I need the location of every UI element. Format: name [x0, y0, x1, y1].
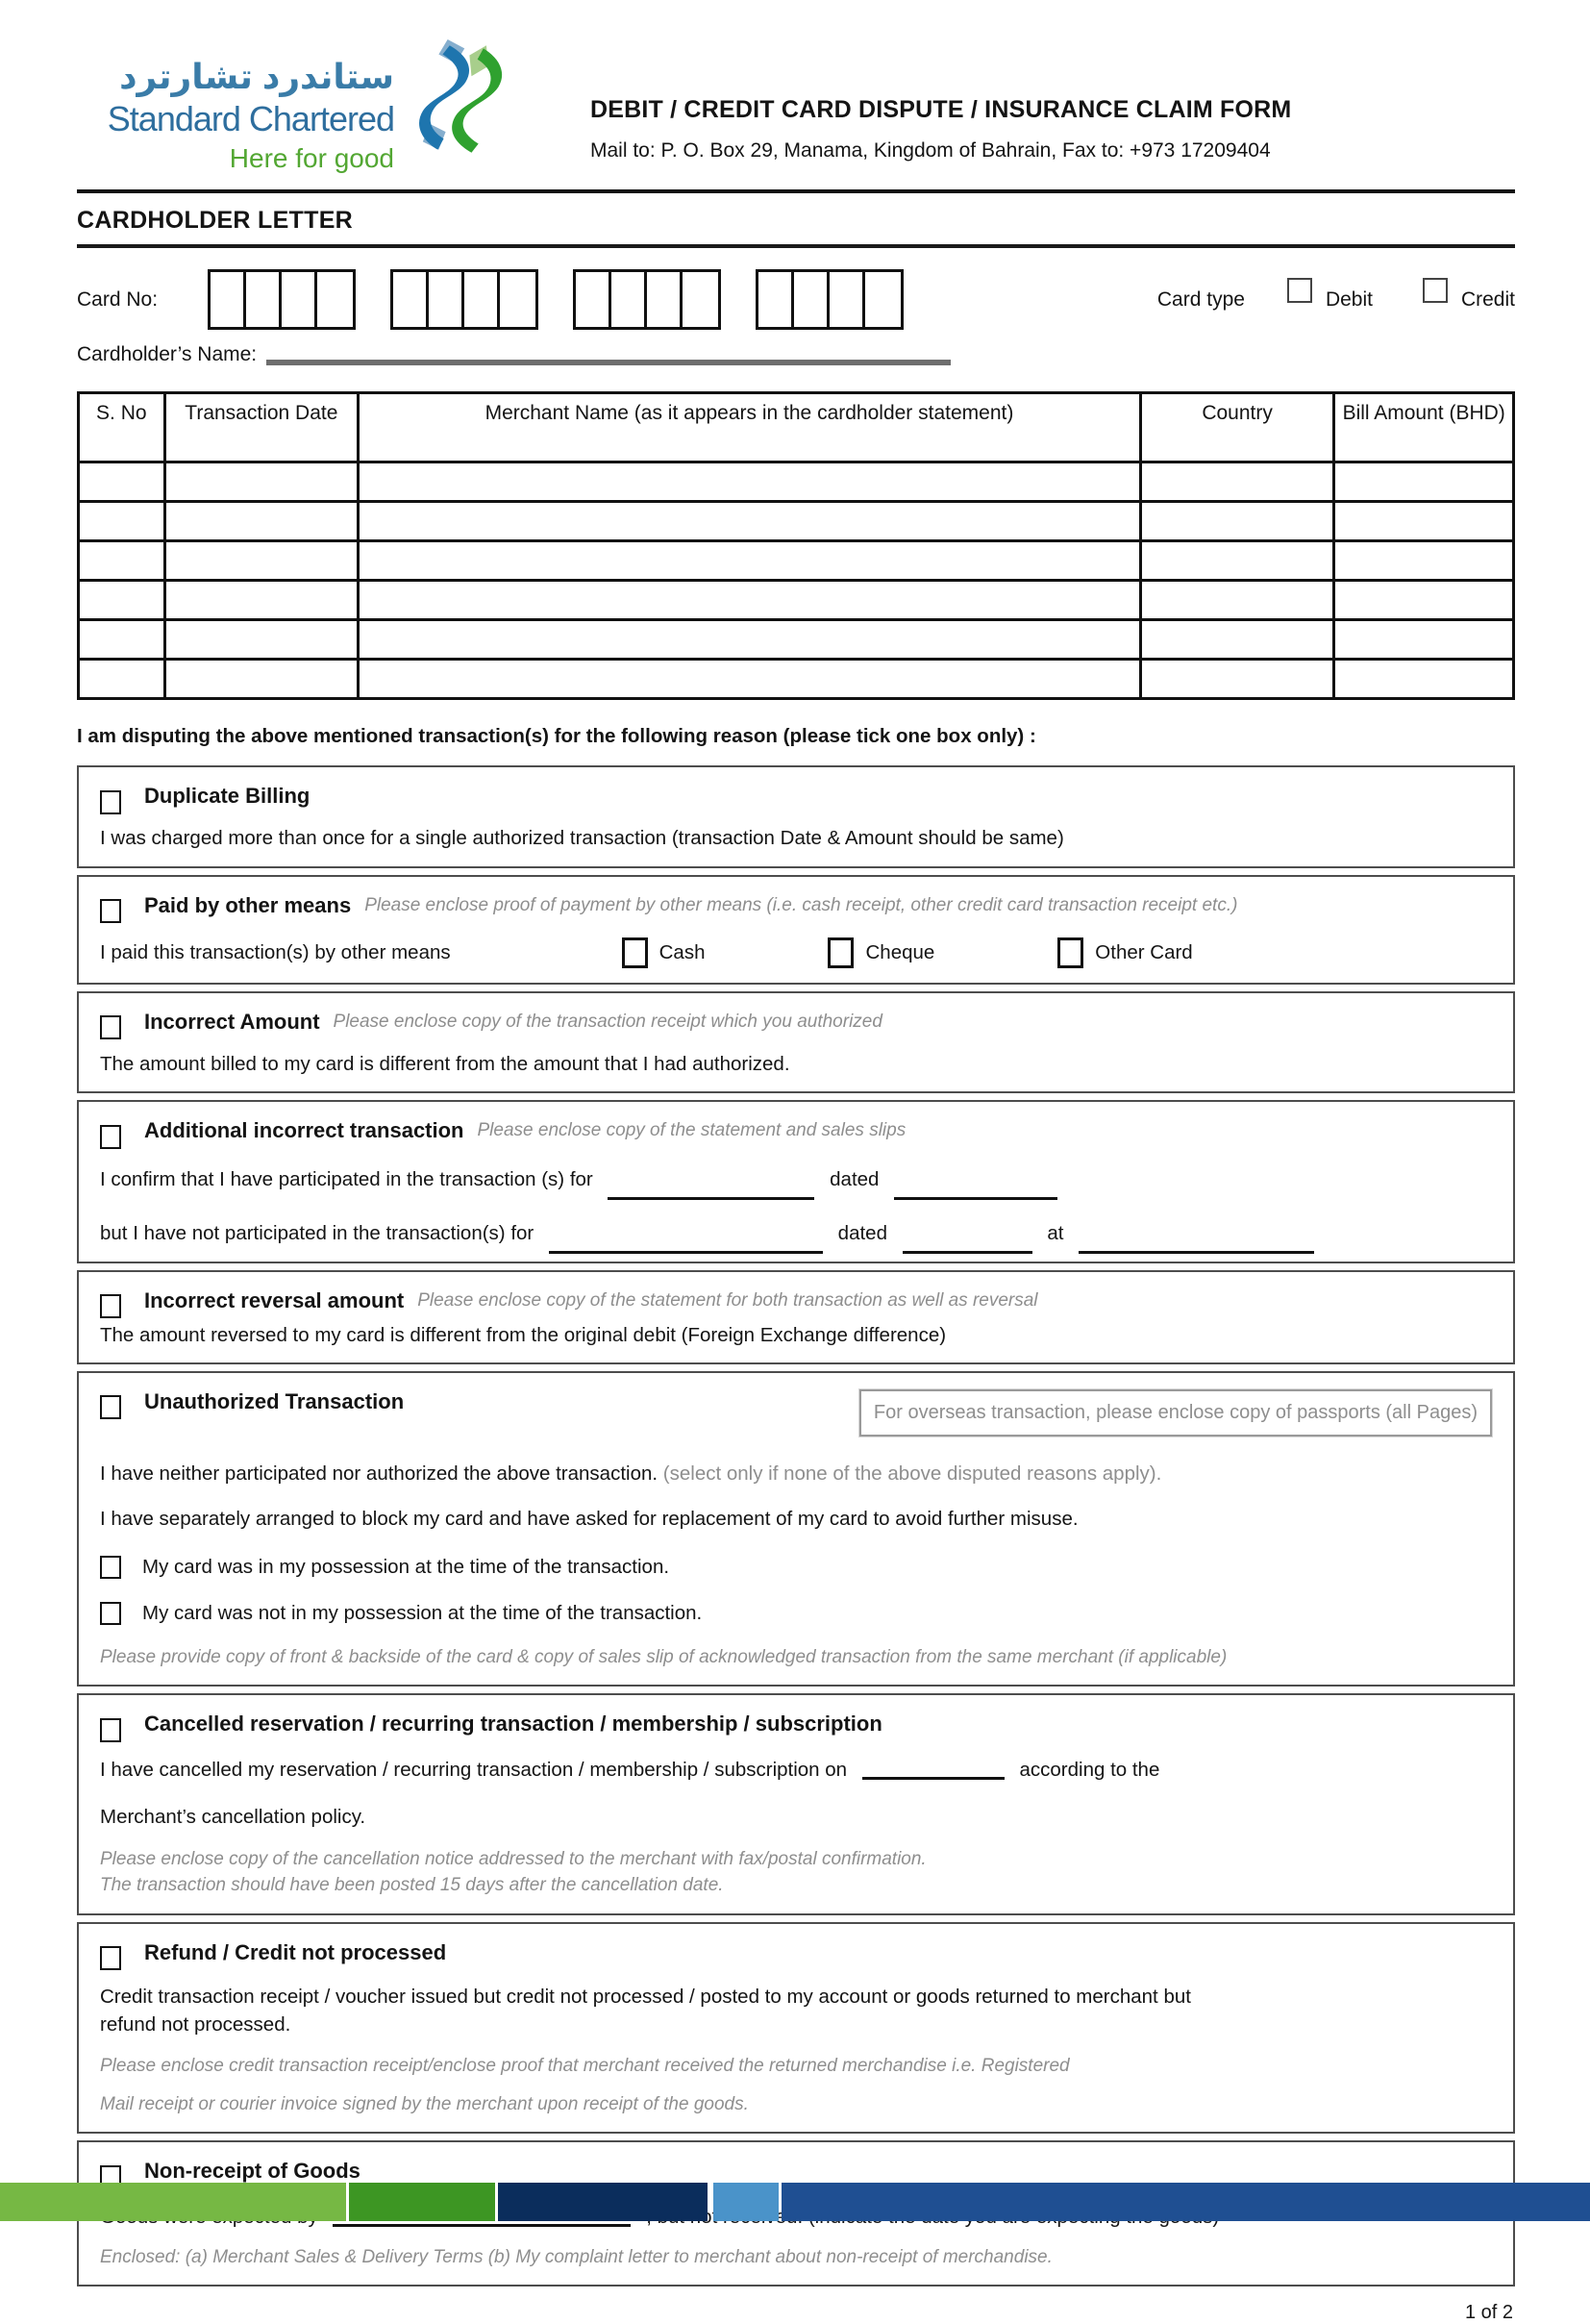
- form-title: DEBIT / CREDIT CARD DISPUTE / INSURANCE CLAIM FORM: [590, 96, 1292, 123]
- cardholder-name-input-line[interactable]: [266, 360, 951, 365]
- dated-blank[interactable]: [894, 1175, 1057, 1200]
- cell[interactable]: [79, 660, 165, 699]
- card-digit-cell[interactable]: [647, 272, 683, 327]
- table-row: [79, 581, 1514, 620]
- bar-segment-light-blue: [713, 2183, 779, 2221]
- section-divider: [77, 244, 1515, 248]
- mail-to-line: Mail to: P. O. Box 29, Manama, Kingdom of Bahrain, Fax to: +973 17209404: [590, 139, 1271, 162]
- cancelled-note1: Please enclose copy of the cancellation notice addressed to the merchant with fax/postal confirmation.: [100, 1848, 927, 1869]
- credit-checkbox[interactable]: [1423, 278, 1448, 303]
- cash-label: Cash: [658, 940, 706, 963]
- card-digit-cell[interactable]: [246, 272, 282, 327]
- line2-dated: dated: [837, 1222, 887, 1245]
- section-note: Please enclose proof of payment by other means (i.e. cash receipt, other credit card transaction receipt etc.): [364, 894, 1238, 915]
- section-title: Refund / Credit not processed: [144, 1939, 447, 1964]
- section-title: Incorrect Amount: [144, 1009, 320, 1034]
- cell[interactable]: [1334, 660, 1514, 699]
- card-in-possession-label: My card was in my possession at the time of the transaction.: [142, 1555, 670, 1578]
- cell[interactable]: [1140, 541, 1334, 581]
- card-digit-cell[interactable]: [393, 272, 429, 327]
- bar-segment-navy: [498, 2183, 708, 2221]
- cell[interactable]: [1140, 620, 1334, 660]
- cell[interactable]: [1334, 581, 1514, 620]
- table-header-row: [79, 393, 1514, 462]
- card-no-label: Card No:: [77, 287, 159, 311]
- unauthorized-body2: I have separately arranged to block my card and have asked for replacement of my card to avoid further misuse.: [100, 1508, 1079, 1531]
- section-title: Cancelled reservation / recurring transaction / membership / subscription: [144, 1712, 882, 1737]
- cell[interactable]: [164, 660, 359, 699]
- cell[interactable]: [359, 462, 1141, 502]
- refund-note1: Please enclose credit transaction receipt/enclose proof that merchant received the returned merchandise i.e. Registered: [100, 2056, 1070, 2077]
- card-number-group: [390, 269, 538, 330]
- unauthorized-body1-note: (select only if none of the above disputed reasons apply).: [662, 1462, 1162, 1486]
- section-title: Incorrect reversal amount: [144, 1287, 405, 1312]
- header-sno: S. No: [79, 393, 165, 462]
- section-incorrect-reversal-amount: [77, 1270, 1515, 1365]
- duplicate-billing-checkbox[interactable]: [100, 790, 121, 814]
- cell[interactable]: [359, 620, 1141, 660]
- cell[interactable]: [359, 581, 1141, 620]
- debit-label: Debit: [1325, 287, 1373, 311]
- additional-incorrect-checkbox[interactable]: [100, 1125, 121, 1149]
- card-in-possession-checkbox[interactable]: [100, 1556, 121, 1579]
- other-card-checkbox[interactable]: [1057, 937, 1083, 968]
- cell[interactable]: [79, 541, 165, 581]
- header-divider: [77, 189, 1515, 193]
- card-digit-cell[interactable]: [211, 272, 246, 327]
- table-row: [79, 660, 1514, 699]
- footer-brand-bar: [0, 2183, 1590, 2221]
- card-digit-cell[interactable]: [317, 272, 353, 327]
- card-digit-cell[interactable]: [683, 272, 718, 327]
- bar-segment-light-green: [0, 2183, 346, 2221]
- card-digit-cell[interactable]: [429, 272, 464, 327]
- standard-chartered-trustmark-icon: [408, 38, 508, 164]
- section-unauthorized-transaction: [77, 1371, 1515, 1687]
- at-blank[interactable]: [1079, 1229, 1314, 1254]
- cell[interactable]: [1140, 462, 1334, 502]
- refund-checkbox[interactable]: [100, 1946, 121, 1970]
- cell[interactable]: [1334, 620, 1514, 660]
- incorrect-amount-checkbox[interactable]: [100, 1015, 121, 1039]
- cell[interactable]: [1334, 502, 1514, 541]
- card-number-group: [573, 269, 721, 330]
- cell[interactable]: [1334, 462, 1514, 502]
- bar-segment-blue: [782, 2183, 1590, 2221]
- cheque-checkbox[interactable]: [828, 937, 854, 968]
- cell[interactable]: [1140, 502, 1334, 541]
- page-header: [77, 38, 1515, 174]
- dated2-blank[interactable]: [903, 1229, 1032, 1254]
- card-digit-cell[interactable]: [500, 272, 535, 327]
- cell[interactable]: [1140, 660, 1334, 699]
- cell[interactable]: [1140, 581, 1334, 620]
- cell[interactable]: [359, 502, 1141, 541]
- cell[interactable]: [79, 581, 165, 620]
- card-number-group: [756, 269, 904, 330]
- transactions-table: [77, 391, 1515, 700]
- cancelled-body2: Merchant’s cancellation policy.: [100, 1805, 366, 1828]
- brand-arabic-name: ستاندرد تشارترد: [119, 57, 394, 96]
- incorrect-reversal-checkbox[interactable]: [100, 1294, 121, 1318]
- cell[interactable]: [1334, 541, 1514, 581]
- line2-text: but I have not participated in the transaction(s) for: [100, 1222, 534, 1245]
- bar-segment-green: [349, 2183, 495, 2221]
- table-row: [79, 541, 1514, 581]
- table-row: [79, 620, 1514, 660]
- cell[interactable]: [359, 541, 1141, 581]
- section-title: Additional incorrect transaction: [144, 1118, 464, 1143]
- section-refund-not-processed: [77, 1922, 1515, 2135]
- card-digit-cell[interactable]: [794, 272, 830, 327]
- section-note: Please enclose copy of the statement for both transaction as well as reversal: [417, 1289, 1038, 1311]
- section-title: Unauthorized Transaction: [144, 1389, 405, 1414]
- passport-note-box: For overseas transaction, please enclose copy of passports (all Pages): [859, 1389, 1492, 1437]
- header-bill-amount: Bill Amount (BHD): [1334, 393, 1514, 462]
- cell[interactable]: [164, 541, 359, 581]
- card-not-in-possession-checkbox[interactable]: [100, 1602, 121, 1625]
- cell[interactable]: [79, 462, 165, 502]
- card-digit-cell[interactable]: [576, 272, 611, 327]
- section-additional-incorrect-transaction: [77, 1100, 1515, 1262]
- brand-name: Standard Chartered: [107, 99, 394, 139]
- cell[interactable]: [164, 462, 359, 502]
- card-digit-cell[interactable]: [282, 272, 317, 327]
- section-incorrect-amount: [77, 991, 1515, 1094]
- section-body: The amount billed to my card is different from the amount that I had authorized.: [100, 1052, 790, 1075]
- card-digit-cell[interactable]: [758, 272, 794, 327]
- header-merchant-name: Merchant Name (as it appears in the cardholder statement): [359, 393, 1141, 462]
- table-row: [79, 462, 1514, 502]
- section-body: The amount reversed to my card is different from the original debit (Foreign Exchange difference): [100, 1323, 947, 1346]
- section-duplicate-billing: [77, 765, 1515, 868]
- refund-body: Credit transaction receipt / voucher issued but credit not processed / posted to my account or goods returned to merchant but refund not processed.: [100, 1985, 1191, 2037]
- card-digit-cell[interactable]: [865, 272, 901, 327]
- cancelled-body-pre: I have cancelled my reservation / recurring transaction / membership / subscription on: [100, 1759, 848, 1782]
- card-digit-cell[interactable]: [611, 272, 647, 327]
- brand-tagline: Here for good: [229, 143, 394, 174]
- section-body: I was charged more than once for a single authorized transaction (transaction Date & Amount should be same): [100, 827, 1064, 850]
- cardholder-name-label: Cardholder’s Name:: [77, 343, 258, 366]
- card-type-label: Card type: [1156, 287, 1245, 311]
- cancelled-note2: The transaction should have been posted 15 days after the cancellation date.: [100, 1875, 724, 1896]
- cell[interactable]: [79, 502, 165, 541]
- unauthorized-body1: I have neither participated nor authorized the above transaction.: [100, 1462, 658, 1486]
- section-body: I paid this transaction(s) by other means: [100, 940, 451, 963]
- section-paid-by-other-means: [77, 875, 1515, 985]
- line1-dated: dated: [830, 1168, 880, 1191]
- cancelled-reservation-checkbox[interactable]: [100, 1718, 121, 1742]
- cancellation-date-blank[interactable]: [862, 1766, 1005, 1780]
- card-number-boxes: [208, 269, 904, 330]
- goods-note: Enclosed: (a) Merchant Sales & Delivery Terms (b) My complaint letter to merchant about non-receipt of merchandise.: [100, 2246, 1053, 2267]
- dispute-intro: I am disputing the above mentioned transaction(s) for the following reason (please tick one box only) :: [77, 725, 1036, 748]
- page-number: 1 of 2: [1464, 2302, 1513, 2324]
- section-title: Duplicate Billing: [144, 784, 311, 809]
- section-cancelled-reservation: [77, 1693, 1515, 1914]
- cell[interactable]: [164, 502, 359, 541]
- credit-label: Credit: [1460, 287, 1515, 311]
- brand-logo: [77, 38, 508, 174]
- cardholder-letter-heading: CARDHOLDER LETTER: [77, 207, 354, 235]
- debit-checkbox[interactable]: [1287, 278, 1312, 303]
- unauthorized-footnote: Please provide copy of front & backside of the card & copy of sales slip of acknowledged transaction from the same merchant (if applicable): [100, 1646, 1228, 1667]
- card-not-in-possession-label: My card was not in my possession at the time of the transaction.: [142, 1601, 703, 1624]
- section-note: Please enclose copy of the statement and sales slips: [477, 1120, 907, 1141]
- other-card-label: Other Card: [1095, 940, 1193, 963]
- transaction-for-blank[interactable]: [608, 1175, 814, 1200]
- cheque-label: Cheque: [865, 940, 935, 963]
- cell[interactable]: [79, 620, 165, 660]
- unauthorized-checkbox[interactable]: [100, 1395, 121, 1419]
- card-digit-cell[interactable]: [830, 272, 865, 327]
- cancelled-body-post: according to the: [1019, 1759, 1160, 1782]
- section-title: Non-receipt of Goods: [144, 2159, 360, 2184]
- cell[interactable]: [359, 660, 1141, 699]
- section-title: Paid by other means: [144, 892, 352, 917]
- card-digit-cell[interactable]: [464, 272, 500, 327]
- card-number-group: [208, 269, 356, 330]
- cell[interactable]: [164, 620, 359, 660]
- refund-note2: Mail receipt or courier invoice signed by the merchant upon receipt of the goods.: [100, 2093, 749, 2114]
- line2-at: at: [1047, 1222, 1064, 1245]
- table-row: [79, 502, 1514, 541]
- section-note: Please enclose copy of the transaction receipt which you authorized: [333, 1011, 882, 1032]
- header-transaction-date: Transaction Date: [164, 393, 359, 462]
- cell[interactable]: [164, 581, 359, 620]
- cash-checkbox[interactable]: [622, 937, 648, 968]
- not-participated-blank[interactable]: [549, 1229, 823, 1254]
- line1-text: I confirm that I have participated in the transaction (s) for: [100, 1168, 593, 1191]
- paid-other-means-checkbox[interactable]: [100, 899, 121, 923]
- header-country: Country: [1140, 393, 1334, 462]
